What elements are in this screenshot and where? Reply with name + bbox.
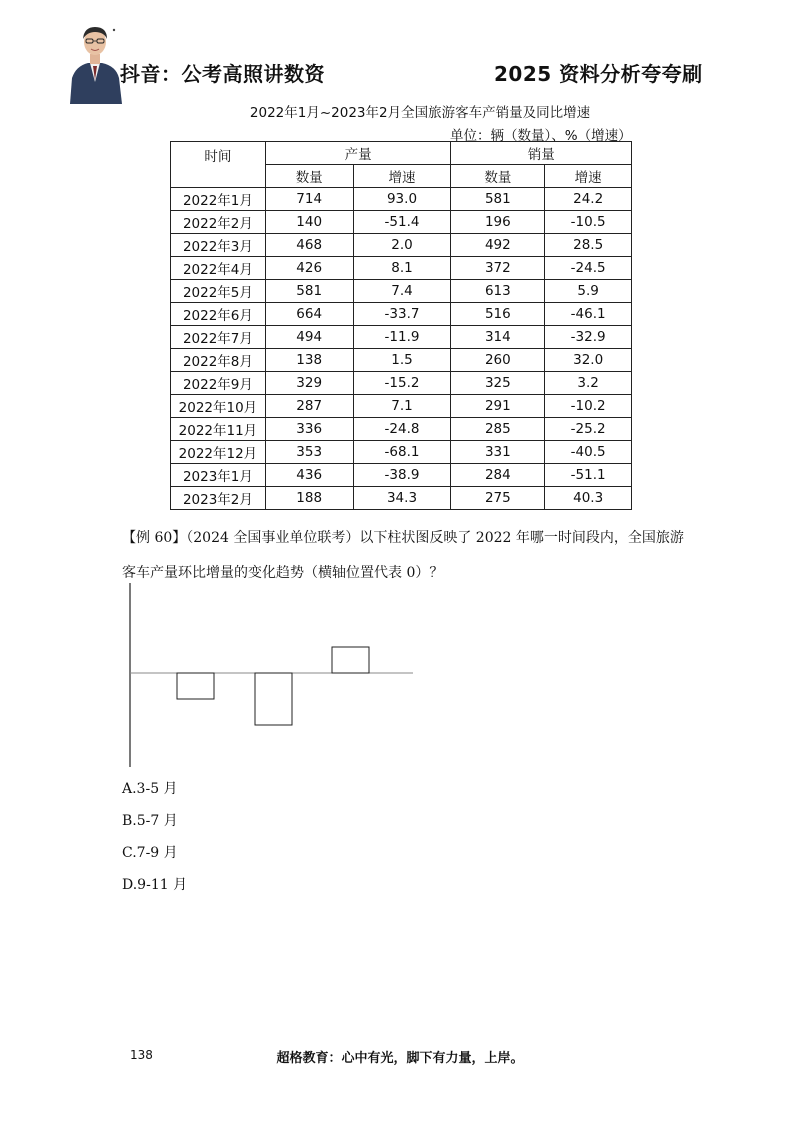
cell-sales-quantity: 325 (451, 372, 545, 395)
cell-production-quantity: 138 (265, 349, 353, 372)
cell-month: 2022年5月 (171, 280, 266, 303)
cell-sales-quantity: 516 (451, 303, 545, 326)
cell-production-growth: -51.4 (353, 211, 451, 234)
table-row (171, 487, 632, 510)
cell-production-quantity: 287 (265, 395, 353, 418)
cell-production-quantity: 353 (265, 441, 353, 464)
header-left-title: 抖音：公考高照讲数资 (120, 62, 325, 86)
table-row (171, 326, 632, 349)
cell-production-growth: 2.0 (353, 234, 451, 257)
cell-month: 2023年2月 (171, 487, 266, 510)
cell-sales-growth: -24.5 (545, 257, 632, 280)
cell-sales-growth: 32.0 (545, 349, 632, 372)
header-sales-growth: 增速 (545, 165, 632, 188)
header-production-quantity: 数量 (265, 165, 353, 188)
cell-sales-growth: 24.2 (545, 188, 632, 211)
option-a[interactable]: A.3-5 月 (122, 781, 178, 797)
cell-production-growth: -24.8 (353, 418, 451, 441)
cell-sales-quantity: 372 (451, 257, 545, 280)
cell-month: 2022年7月 (171, 326, 266, 349)
cell-sales-quantity: 275 (451, 487, 545, 510)
cell-month: 2022年2月 (171, 211, 266, 234)
cell-sales-growth: -40.5 (545, 441, 632, 464)
cell-production-growth: 93.0 (353, 188, 451, 211)
table-row (171, 280, 632, 303)
table-row (171, 372, 632, 395)
page-number: 138 (130, 1048, 153, 1062)
cell-sales-quantity: 291 (451, 395, 545, 418)
cell-month: 2022年12月 (171, 441, 266, 464)
footer-slogan: 超格教育：心中有光，脚下有力量，上岸。 (276, 1051, 524, 1066)
cell-sales-growth: 28.5 (545, 234, 632, 257)
table-unit: 单位：辆（数量）、%（增速） (450, 128, 632, 144)
cell-production-quantity: 664 (265, 303, 353, 326)
cell-production-growth: -11.9 (353, 326, 451, 349)
trend-bar-chart (120, 580, 420, 770)
table-row (171, 211, 632, 234)
cell-production-quantity: 494 (265, 326, 353, 349)
cell-sales-growth: -32.9 (545, 326, 632, 349)
cell-production-quantity: 436 (265, 464, 353, 487)
table-row (171, 441, 632, 464)
cell-production-quantity: 468 (265, 234, 353, 257)
cell-production-quantity: 714 (265, 188, 353, 211)
bar-2 (255, 673, 292, 725)
cell-month: 2022年4月 (171, 257, 266, 280)
header-production: 产量 (265, 142, 451, 165)
cell-production-growth: -33.7 (353, 303, 451, 326)
cell-month: 2022年10月 (171, 395, 266, 418)
table-row (171, 303, 632, 326)
header-production-growth: 增速 (353, 165, 451, 188)
production-sales-table (170, 141, 632, 510)
presenter-avatar (66, 20, 124, 104)
cell-sales-growth: -10.2 (545, 395, 632, 418)
cell-sales-quantity: 284 (451, 464, 545, 487)
header-sales: 销量 (451, 142, 632, 165)
cell-production-growth: 8.1 (353, 257, 451, 280)
cell-month: 2022年11月 (171, 418, 266, 441)
cell-sales-quantity: 285 (451, 418, 545, 441)
cell-production-growth: 1.5 (353, 349, 451, 372)
cell-production-quantity: 188 (265, 487, 353, 510)
bar-1 (177, 673, 214, 699)
cell-month: 2022年1月 (171, 188, 266, 211)
cell-production-growth: -15.2 (353, 372, 451, 395)
table-row (171, 349, 632, 372)
header-right-title: 2025 资料分析夸夸刷 (494, 62, 703, 86)
cell-production-growth: 34.3 (353, 487, 451, 510)
cell-sales-growth: 40.3 (545, 487, 632, 510)
cell-sales-quantity: 260 (451, 349, 545, 372)
cell-sales-quantity: 492 (451, 234, 545, 257)
cell-sales-quantity: 331 (451, 441, 545, 464)
table-row (171, 464, 632, 487)
cell-production-quantity: 336 (265, 418, 353, 441)
cell-sales-quantity: 613 (451, 280, 545, 303)
table-row (171, 188, 632, 211)
cell-sales-growth: -10.5 (545, 211, 632, 234)
cell-production-quantity: 426 (265, 257, 353, 280)
table-title: 2022年1月~2023年2月全国旅游客车产销量及同比增速 (249, 105, 591, 121)
cell-month: 2022年3月 (171, 234, 266, 257)
cell-month: 2023年1月 (171, 464, 266, 487)
cell-production-quantity: 140 (265, 211, 353, 234)
cell-sales-growth: 5.9 (545, 280, 632, 303)
question-text: 【例 60】（2024 全国事业单位联考）以下柱状图反映了 2022 年哪一时间段内，全国旅游客车产量环比增量的变化趋势（横轴位置代表 0）？ (122, 530, 684, 581)
cell-production-growth: 7.4 (353, 280, 451, 303)
cell-sales-quantity: 314 (451, 326, 545, 349)
table-row (171, 418, 632, 441)
option-d[interactable]: D.9-11 月 (122, 877, 188, 893)
table-row (171, 395, 632, 418)
table-row (171, 234, 632, 257)
cell-sales-growth: -25.2 (545, 418, 632, 441)
option-b[interactable]: B.5-7 月 (122, 813, 178, 829)
header-time: 时间 (171, 142, 266, 188)
cell-month: 2022年6月 (171, 303, 266, 326)
table-row (171, 257, 632, 280)
option-c[interactable]: C.7-9 月 (122, 845, 178, 861)
cell-production-quantity: 329 (265, 372, 353, 395)
cell-production-growth: -68.1 (353, 441, 451, 464)
cell-sales-growth: -51.1 (545, 464, 632, 487)
cell-sales-quantity: 581 (451, 188, 545, 211)
cell-production-growth: -38.9 (353, 464, 451, 487)
cell-sales-growth: -46.1 (545, 303, 632, 326)
cell-production-growth: 7.1 (353, 395, 451, 418)
cell-sales-growth: 3.2 (545, 372, 632, 395)
cell-sales-quantity: 196 (451, 211, 545, 234)
cell-month: 2022年9月 (171, 372, 266, 395)
cell-production-quantity: 581 (265, 280, 353, 303)
bar-3 (332, 647, 369, 673)
cell-month: 2022年8月 (171, 349, 266, 372)
header-sales-quantity: 数量 (451, 165, 545, 188)
